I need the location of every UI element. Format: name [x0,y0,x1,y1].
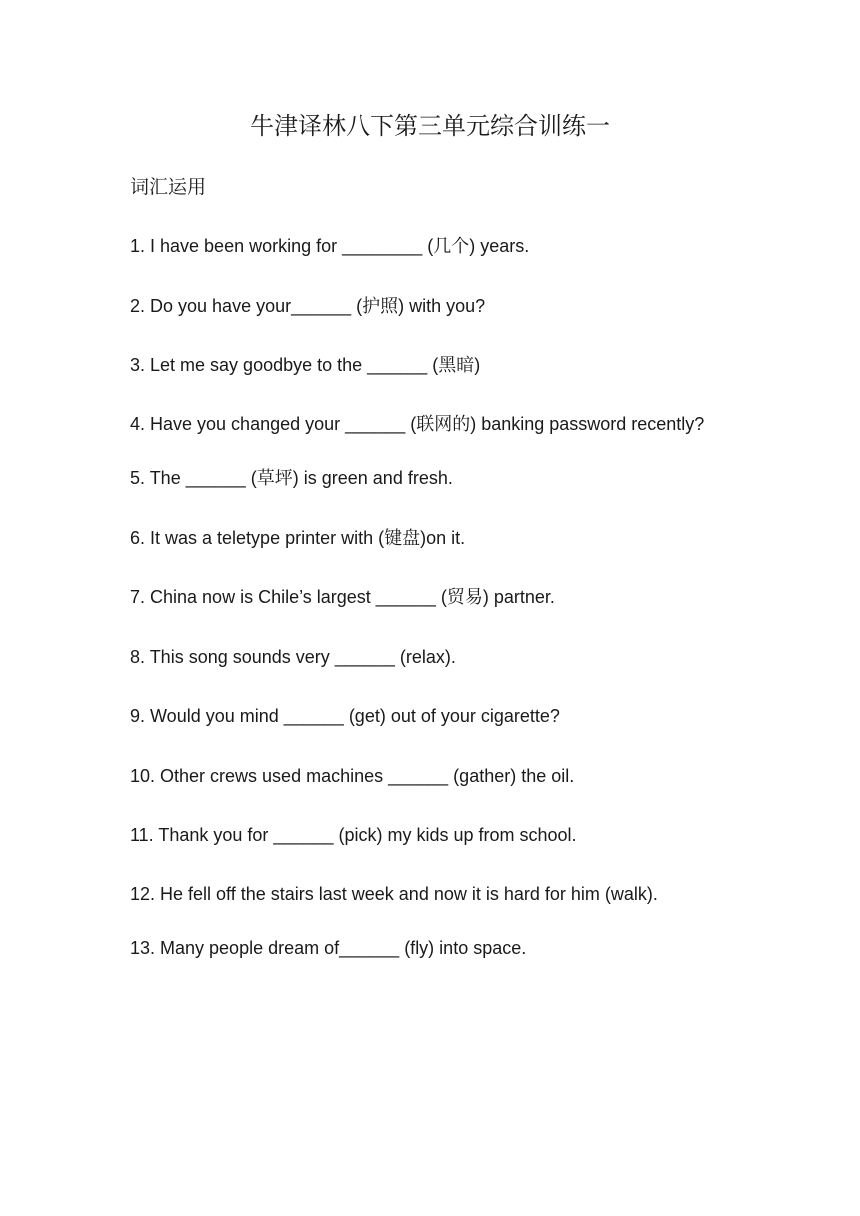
question-item: 3. Let me say goodbye to the ______ (黑暗) [130,355,481,375]
question-item: 1. I have been working for ________ (几个) years. [130,236,530,256]
question-item: 4. Have you changed your ______ (联网的) banking password recently? [130,414,705,434]
question-item: 13. Many people dream of______ (fly) into space. [130,938,527,958]
question-item: 10. Other crews used machines ______ (gather) the oil. [130,765,575,786]
question-item: 2. Do you have your______ (护照) with you? [130,295,486,316]
question-item: 9. Would you mind ______ (get) out of your cigarette? [130,706,560,726]
question-item: 5. The ______ (草坪) is green and fresh. [130,468,453,488]
question-item: 6. It was a teletype printer with (键盘)on it. [130,527,466,548]
question-item: 11. Thank you for ______ (pick) my kids up from school. [130,825,577,845]
question-item: 8. This song sounds very ______ (relax). [130,646,456,667]
question-item: 12. He fell off the stairs last week and now it is hard for him (walk). [130,884,658,904]
question-list [130,229,730,991]
question-item: 7. China now is Chile’s largest ______ (贸易) partner. [130,587,555,607]
section-heading: 词汇运用 [130,176,207,198]
document-title: 牛津译林八下第三单元综合训练一 [250,112,610,140]
